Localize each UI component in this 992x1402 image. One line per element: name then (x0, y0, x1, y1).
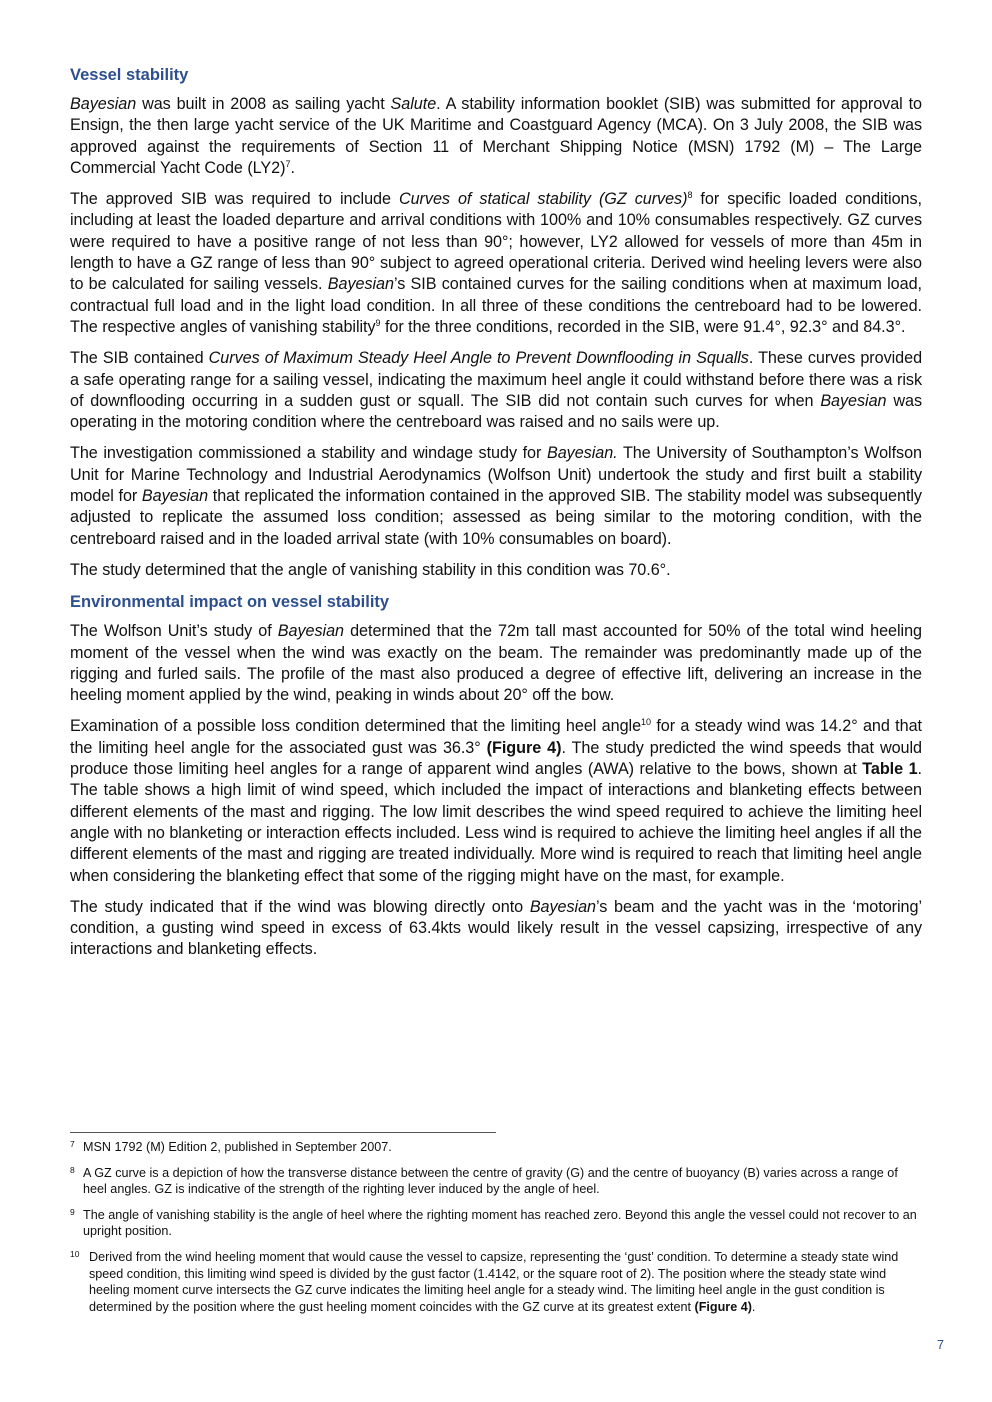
table-1-reference: Table 1 (862, 760, 918, 779)
paragraph-study-indicated: The study indicated that if the wind was blowing directly onto Bayesian’s beam and the yacht was in the ‘motoring’ condition, a gusting wind speed in excess of 63.4kts would likely result in the vessel capsizing, irrespective of any interactions and blanketing effects. (70, 897, 922, 959)
figure-4-reference: (Figure 4) (486, 738, 562, 757)
footnote-10: 10 Derived from the wind heeling moment that would cause the vessel to capsize, representing the ‘gust’ condition. To determine a steady state wind speed condition, this limiting wind speed is divided by the gust factor (1.4142, or the square root of 2). The position where the steady state wind heeling moment curve intersects the GZ curve indicates the limiting heel angle for a steady wind. The limiting heel angle in the gust condition is determined by the position where the gust heeling moment coincides with the GZ curve at its greatest extent (Figure 4). (70, 1248, 899, 1314)
paragraph-approved-sib: The approved SIB was required to include Curves of statical stability (GZ curves)$^8$ for specific loaded conditions, including at least the loaded departure and arrival conditions with 100% and 10% consumables respectively. GZ curves were required to have a positive range of not less than 90°; however, LY2 allowed for vessels of more than 45m in length to have a GZ range of less than 90° subject to agreed operational criteria. Derived wind heeling levers were also to be calculated for sailing vessels. Bayesian’s SIB contained curves for the sailing conditions when at maximum load, contractual full load and in the light load condition. In all three of these conditions the centreboard had to be lowered. The respective angles of vanishing stability$^9$ for the three conditions, recorded in the SIB, were 91.4°, 92.3° and 84.3°. (70, 190, 922, 336)
footnote-8: 8 A GZ curve is a depiction of how the transverse distance between the centre of gravity (G) and the centre of buoyancy (B) varies across a range of heel angles. GZ is indicative of the strength of the righting lever induced by the angle of heel. (70, 1164, 898, 1197)
page-body (70, 64, 922, 971)
footnote-9: 9 The angle of vanishing stability is the angle of heel where the righting moment has reached zero. Beyond this angle the vessel could not recover to an upright position. (70, 1206, 917, 1239)
paragraph-investigation-study: The investigation commissioned a stability and windage study for Bayesian. The University of Southampton’s Wolfson Unit for Marine Technology and Industrial Aerodynamics (Wolfson Unit) undertook the study and first built a stability model for Bayesian that replicated the information contained in the approved SIB. The stability model was subsequently adjusted to replicate the assumed loss condition; assessed as being similar to the motoring condition, with the centreboard raised and in the loaded arrival state (with 10% consumables on board). (70, 444, 922, 548)
paragraph-vanishing-stability: The study determined that the angle of vanishing stability in this condition was 70.6°. (70, 560, 671, 579)
footnote-divider (70, 1132, 496, 1133)
footnote-ref-8: 8 (687, 190, 693, 201)
paragraph-sib-curves: The SIB contained Curves of Maximum Steady Heel Angle to Prevent Downflooding in Squalls. These curves provided a safe operating range for a sailing vessel, indicating the maximum heel angle it could withstand before there was a risk of downflooding occurring in a sudden gust or squall. The SIB did not contain such curves for when Bayesian was operating in the motoring condition where the centreboard was raised and no sails were up. (70, 349, 923, 432)
paragraph-bayesian-built: Bayesian was built in 2008 as sailing yacht Salute. A stability information booklet (SIB) was submitted for approval to Ensign, the then large yacht service of the UK Maritime and Coastguard Agency (MCA). On 3 July 2008, the SIB was approved against the requirements of Section 11 of Merchant Shipping Notice (MSN) 1792 (M) – The Large Commercial Yacht Code $(LY2)^7$. (70, 95, 922, 177)
footnote-ref-9: 9 (375, 317, 381, 328)
page-number: 7 (937, 1338, 944, 1352)
paragraph-wolfson-mast: The Wolfson Unit’s study of Bayesian determined that the 72m tall mast accounted for 50% of the total wind heeling moment of the vessel when the wind was exactly on the beam. The remainder was predominantly made up of the rigging and furled sails. The profile of the mast also produced a degree of effective lift, delivering an increase in the heeling moment applied by the wind, peaking in winds about 20° off the bow. (70, 622, 922, 705)
footnote-7: 7 MSN 1792 (M) Edition 2, published in September 2007. (70, 1139, 392, 1154)
section-heading-vessel-stability: Vessel stability (70, 66, 189, 84)
footnote-ref-10: 10 (641, 717, 651, 728)
footnotes (70, 1139, 922, 1324)
paragraph-loss-condition: Examination of a possible loss condition determined that the limiting heel angle$^{10}$ for a steady wind was 14.2° and that the limiting heel angle for the associated gust was 36.3° (Figure 4). The study predicted the wind speeds that would produce those limiting heel angles for a range of apparent wind angles (AWA) relative to the bows, shown at Table 1. The table shows a high limit of wind speed, which included the impact of interactions and blanketing effects between different elements of the mast and rigging. The low limit describes the wind speed required to achieve the limiting heel angle with no blanketing or interaction effects included. Less wind is required to achieve the limiting heel angles if all the different elements of the mast and rigging are treated individually. More wind is required to reach that limiting heel angle when considering the blanketing effect that some of the rigging might have on the mast, for example. (70, 717, 922, 885)
section-heading-environmental-impact: Environmental impact on vessel stability (70, 593, 390, 612)
footnote-ref-7: 7 (285, 158, 291, 169)
